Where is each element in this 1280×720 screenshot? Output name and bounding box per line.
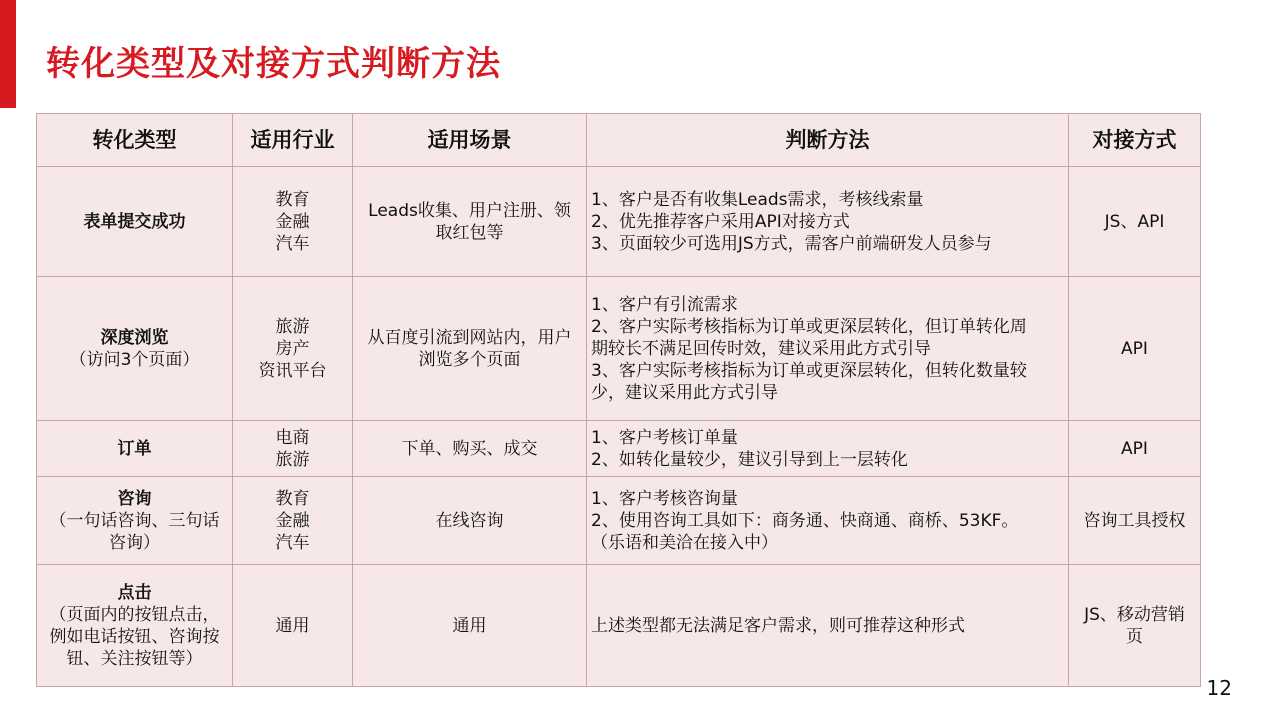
method-line: 2、使用咨询工具如下：商务通、快商通、商桥、53KF。	[591, 510, 1019, 531]
integration-text: 页	[1126, 626, 1143, 647]
method-line: 1、客户考核订单量	[591, 427, 738, 448]
scene-line: 在线咨询	[435, 510, 504, 531]
industry-item: 电商	[275, 427, 310, 448]
integration-text: JS、API	[1104, 211, 1165, 232]
conversion-type-name: 咨询	[117, 488, 152, 509]
conversion-type-cell	[37, 277, 233, 421]
scene-cell	[353, 277, 587, 421]
scene-line: 从百度引流到网站内，用户	[367, 327, 572, 348]
method-line: 2、如转化量较少，建议引导到上一层转化	[591, 449, 908, 470]
conversion-type-note: （访问3个页面）	[69, 349, 200, 370]
method-line: 3、客户实际考核指标为订单或更深层转化，但转化数量较	[591, 360, 1027, 381]
header-conversion-type: 转化类型	[37, 114, 233, 167]
scene-cell	[353, 167, 587, 277]
conversion-type-note: 咨询）	[109, 532, 160, 553]
method-line: 3、页面较少可选用JS方式，需客户前端研发人员参与	[591, 233, 992, 254]
industry-item: 教育	[275, 488, 310, 509]
page-number: 12	[1206, 676, 1232, 700]
industry-item: 汽车	[275, 233, 310, 254]
industry-item: 旅游	[275, 316, 310, 337]
method-cell	[587, 167, 1069, 277]
method-line: 上述类型都无法满足客户需求，则可推荐这种形式	[591, 615, 965, 636]
conversion-type-cell	[37, 167, 233, 277]
conversion-type-note: （页面内的按钮点击，	[49, 604, 220, 625]
scene-line: 浏览多个页面	[418, 349, 521, 370]
integration-cell	[1069, 565, 1201, 687]
integration-cell	[1069, 477, 1201, 565]
scene-line: 取红包等	[435, 222, 504, 243]
industry-cell	[233, 565, 353, 687]
conversion-type-name: 点击	[117, 582, 152, 603]
method-line: 2、优先推荐客户采用API对接方式	[591, 211, 850, 232]
conversion-type-note: （一句话咨询、三句话	[49, 510, 220, 531]
integration-cell	[1069, 421, 1201, 477]
industry-cell	[233, 167, 353, 277]
table-row	[37, 477, 1201, 565]
scene-line: 通用	[452, 615, 487, 636]
scene-line: 下单、购买、成交	[401, 438, 538, 459]
scene-cell	[353, 477, 587, 565]
header-integration: 对接方式	[1069, 114, 1201, 167]
industry-item: 旅游	[275, 449, 310, 470]
industry-item: 金融	[275, 211, 310, 232]
method-line: （乐语和美洽在接入中）	[591, 532, 778, 553]
industry-item: 资讯平台	[258, 360, 327, 381]
conversion-type-note: 钮、关注按钮等）	[66, 648, 203, 669]
method-cell	[587, 277, 1069, 421]
header-method: 判断方法	[587, 114, 1069, 167]
industry-item: 教育	[275, 189, 310, 210]
integration-text: JS、移动营销	[1084, 604, 1185, 625]
conversion-type-cell	[37, 477, 233, 565]
accent-bar	[0, 0, 16, 108]
table-row	[37, 565, 1201, 687]
header-scene: 适用场景	[353, 114, 587, 167]
scene-cell	[353, 421, 587, 477]
integration-text: API	[1121, 438, 1148, 459]
table-row	[37, 277, 1201, 421]
integration-cell	[1069, 277, 1201, 421]
conversion-type-cell	[37, 565, 233, 687]
table-row	[37, 167, 1201, 277]
industry-cell	[233, 421, 353, 477]
method-line: 1、客户是否有收集Leads需求，考核线索量	[591, 189, 924, 210]
method-line: 1、客户有引流需求	[591, 294, 738, 315]
method-cell	[587, 421, 1069, 477]
industry-item: 金融	[275, 510, 310, 531]
conversion-type-name: 表单提交成功	[83, 211, 186, 232]
industry-item: 汽车	[275, 532, 310, 553]
conversion-type-name: 深度浏览	[100, 327, 169, 348]
conversion-type-note: 例如电话按钮、咨询按	[49, 626, 220, 647]
method-cell	[587, 565, 1069, 687]
integration-text: 咨询工具授权	[1083, 510, 1186, 531]
slide-title: 转化类型及对接方式判断方法	[46, 44, 501, 84]
scene-line: Leads收集、用户注册、领	[368, 200, 571, 221]
method-line: 少，建议采用此方式引导	[591, 382, 778, 403]
conversion-table	[36, 113, 1201, 687]
scene-cell	[353, 565, 587, 687]
conversion-type-cell	[37, 421, 233, 477]
method-line: 期较长不满足回传时效，建议采用此方式引导	[591, 338, 931, 359]
integration-text: API	[1121, 338, 1148, 359]
header-industry: 适用行业	[233, 114, 353, 167]
integration-cell	[1069, 167, 1201, 277]
industry-cell	[233, 477, 353, 565]
industry-item: 房产	[275, 338, 310, 359]
method-line: 2、客户实际考核指标为订单或更深层转化，但订单转化周	[591, 316, 1027, 337]
table-header-row	[37, 114, 1201, 167]
conversion-type-name: 订单	[117, 438, 152, 459]
method-line: 1、客户考核咨询量	[591, 488, 738, 509]
method-cell	[587, 477, 1069, 565]
industry-cell	[233, 277, 353, 421]
industry-item: 通用	[275, 615, 310, 636]
table-row	[37, 421, 1201, 477]
